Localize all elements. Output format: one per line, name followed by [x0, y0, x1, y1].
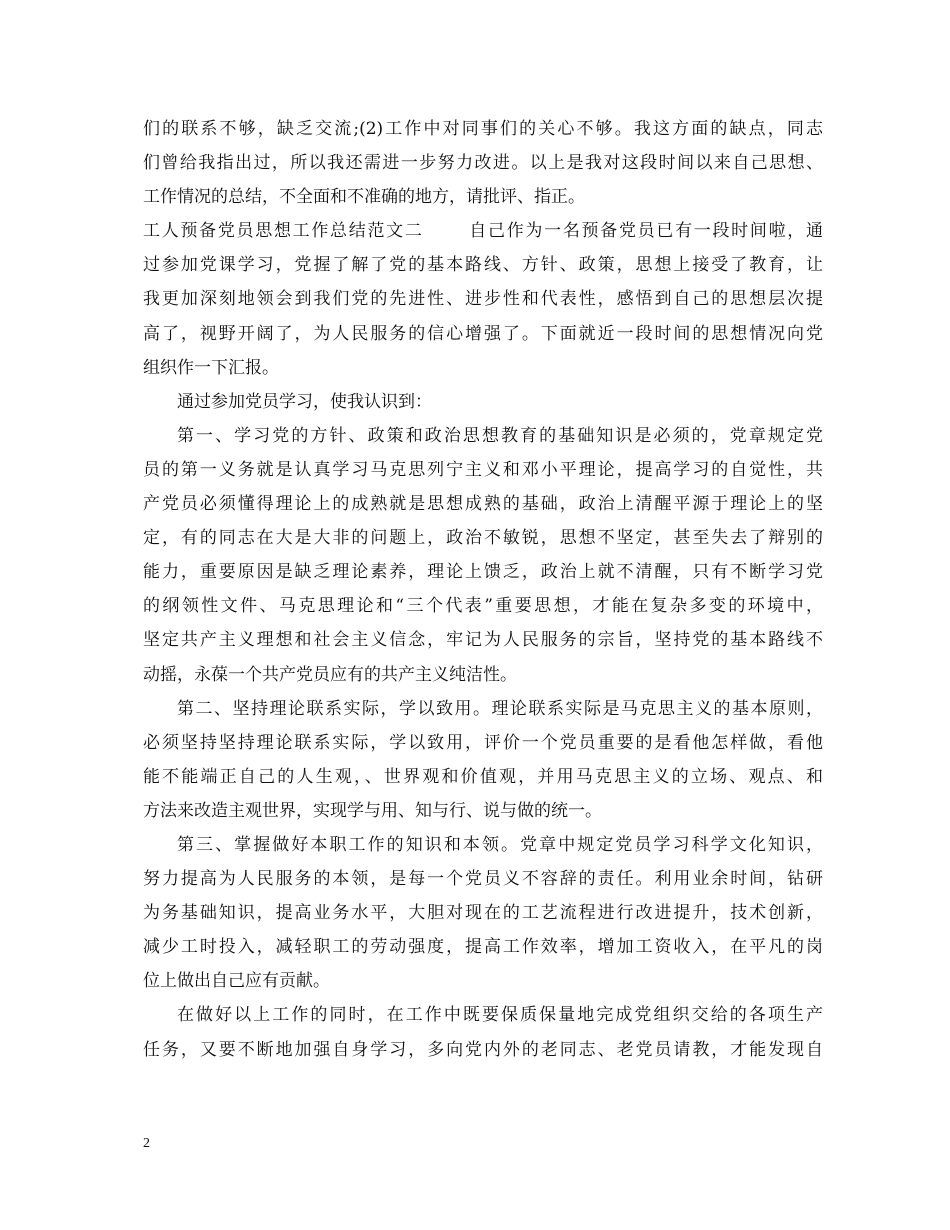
text-line: 必须坚持坚持理论联系实际，学以致用，评价一个党员重要的是看他怎样做，看他	[143, 732, 823, 753]
text-line: 通过参加党员学习，使我认识到：	[177, 391, 432, 412]
body-text	[143, 112, 823, 1067]
text-line: 组织作一下汇报。	[143, 357, 279, 378]
section-heading-line	[143, 214, 823, 248]
text-line: 们的联系不够，缺乏交流;(2)工作中对同事们的关心不够。我这方面的缺点，同志	[143, 119, 823, 139]
text-line: 努力提高为人民服务的本领，是每一个党员义不容辞的责任。利用业余时间，钻研	[143, 869, 823, 890]
text-line: 坚定共产主义理想和社会主义信念，牢记为人民服务的宗旨，坚持党的基本路线不	[143, 630, 823, 651]
text-line: 工作情况的总结，不全面和不准确的地方，请批评、指正。	[143, 187, 585, 208]
text-line: 方法来改造主观世界，实现学与用、知与行、说与做的统一。	[143, 800, 602, 821]
text-line: 们曾给我指出过，所以我还需进一步努力改进。以上是我对这段时间以来自己思想、	[143, 153, 823, 174]
text-line: 我更加深刻地领会到我们党的先进性、进步性和代表性，感悟到自己的思想层次提	[143, 289, 823, 310]
text-line: 动摇，永葆一个共产党员应有的共产主义纯洁性。	[143, 664, 517, 685]
section-heading: 工人预备党员思想工作总结范文二	[143, 221, 424, 242]
page-number: 2	[143, 1136, 150, 1151]
text-line: 的纲领性文件、马克思理论和“三个代表”重要思想，才能在复杂多变的环境中，	[143, 596, 823, 617]
text-line: 产党员必须懂得理论上的成熟就是思想成熟的基础，政治上清醒平源于理论上的坚	[143, 494, 823, 515]
text-line: 减少工时投入，减轻职工的劳动强度，提高工作效率，增加工资收入，在平凡的岗	[143, 937, 823, 958]
text-line: 为务基础知识，提高业务水平，大胆对现在的工艺流程进行改进提升，技术创新，	[143, 903, 823, 924]
text-line: 第三、掌握做好本职工作的知识和本领。党章中规定党员学习科学文化知识，	[177, 834, 823, 855]
text-line: 位上做出自己应有贡献。	[143, 971, 330, 992]
text-line: 过参加党课学习，党握了解了党的基本路线、方针、政策，思想上接受了教育，让	[143, 255, 823, 276]
text-line: 高了，视野开阔了，为人民服务的信心增强了。下面就近一段时间的思想情况向党	[143, 323, 823, 344]
text-line-continuation: 自己作为一名预备党员已有一段时间啦，通	[467, 221, 824, 242]
text-line: 定，有的同志在大是大非的问题上，政治不敏锐，思想不坚定，甚至失去了辩别的	[143, 528, 823, 549]
text-line: 员的第一义务就是认真学习马克思列宁主义和邓小平理论，提高学习的自觉性，共	[143, 459, 823, 480]
text-line: 在做好以上工作的同时，在工作中既要保质保量地完成党组织交给的各项生产	[177, 1005, 823, 1026]
text-line: 能不能端正自己的人生观，、世界观和价值观，并用马克思主义的立场、观点、和	[143, 766, 823, 787]
text-line: 第二、坚持理论联系实际，学以致用。理论联系实际是马克思主义的基本原则，	[177, 698, 823, 719]
text-line: 任务，又要不断地加强自身学习，多向党内外的老同志、老党员请教，才能发现自	[143, 1039, 823, 1060]
text-line: 能力，重要原因是缺乏理论素养，理论上馈乏，政治上就不清醒，只有不断学习党	[143, 562, 823, 583]
text-line: 第一、学习党的方针、政策和政治思想教育的基础知识是必须的，党章规定党	[177, 425, 823, 446]
